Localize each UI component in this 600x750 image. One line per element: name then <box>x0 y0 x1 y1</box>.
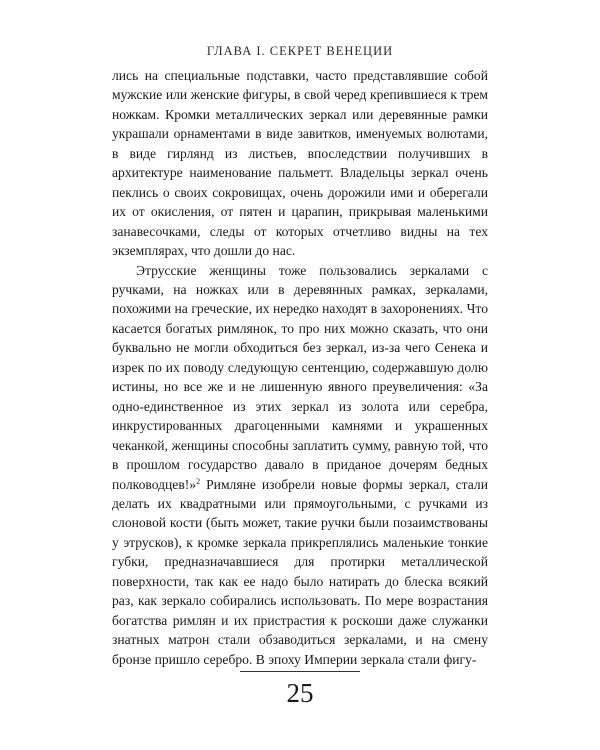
paragraph <box>112 261 488 670</box>
paragraph: лись на специальные подставки, часто представлявшие собой мужские или женские фигуры, в свой черед крепившиеся к трем ножкам. Кромки металлических зеркал или деревянные рамки украшали орнаментами в виде завитков, именуемых волютами, в виде гирлянд из листьев, впоследствии получивших в архитектуре наименование пальметт. Владельцы зеркал очень пеклись о своих сокровищах, очень дорожили ими и оберегали их от окисления, от пятен и царапин, прикрывая маленькими занавесочками, следы от которых отчетливо видны на тех экземплярах, что дошли до нас. <box>112 68 488 259</box>
body-text <box>112 66 488 669</box>
footnote-reference: 2 <box>196 476 201 486</box>
page-number: 25 <box>286 678 314 708</box>
paragraph-text: Римляне изобрели новые формы зеркал, стали делать их квадратными или прямоугольными, с ручками из слоновой кости (быть может, такие ручки были позаимствованы у этрусков), к кромке зеркала прикреплялись маленькие тонкие губки, предназначавшиеся для протирки металлической поверхности, так как ее надо было натирать до блеска всякий раз, как зеркало собирались использовать. По мере возрастания богатства римлян и их пристрастия к роскоши даже служанки знатных матрон стали обзаводиться зеркалами, и на смену бронзе пришло серебро. В эпоху Империи зеркала стали фигу- <box>112 476 488 667</box>
folio-rule <box>240 671 360 672</box>
paragraph-text: Этрусские женщины тоже пользовались зеркалами с ручками, на ножках или в деревянных рамках, зеркалами, похожими на греческие, их нередко находят в захоронениях. Что касается богатых римлянок, то про них можно сказать, что они буквально не могли обходиться без зеркал, из-за чего Сенека и изрек по их поводу следующую сентенцию, содержавшую долю истины, но все же и не лишенную явного преувеличения: «За одно-единственное из этих зеркал из золота или серебра, инкрустированных драгоценными камнями и украшенных чеканкой, женщины способны заплатить сумму, равную той, что в прошлом государство давало в приданое дочерям бедных полководцев!» <box>112 262 488 492</box>
running-head: ГЛАВА I. СЕКРЕТ ВЕНЕЦИИ <box>206 44 394 58</box>
